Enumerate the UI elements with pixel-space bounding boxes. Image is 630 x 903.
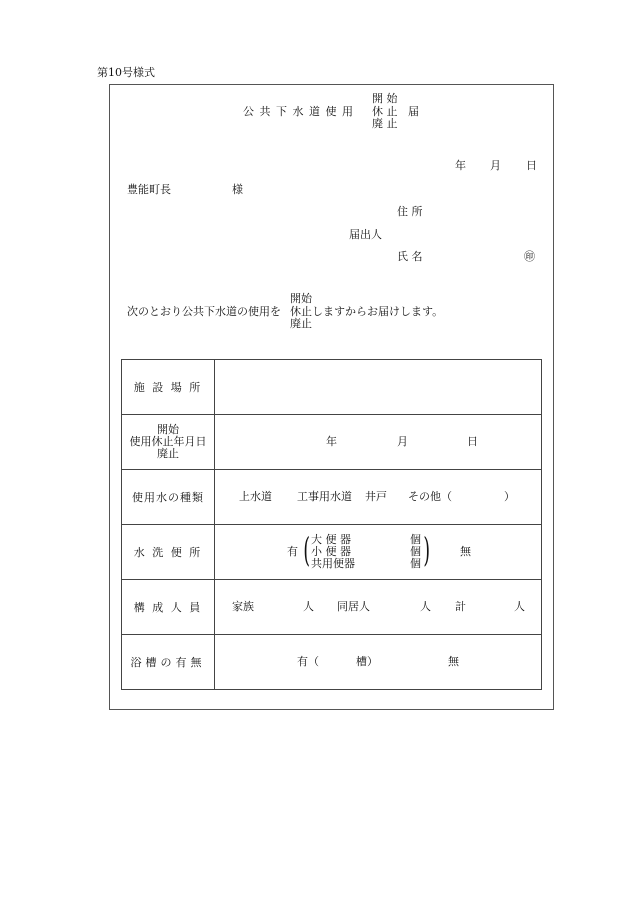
- bathtub-field[interactable]: [215, 635, 542, 690]
- water-option-other-close: ）: [504, 490, 515, 503]
- flush-toilet-field[interactable]: [215, 525, 542, 580]
- toilet-unit: 個: [410, 533, 421, 546]
- total-unit: 人: [514, 600, 525, 613]
- bathtub-no[interactable]: 無: [448, 655, 459, 668]
- total-label: 計: [455, 600, 466, 613]
- addressee-honorific: 様: [232, 183, 243, 196]
- table-row: [122, 635, 542, 690]
- cohabitants-label: 同居人: [337, 600, 370, 613]
- application-table: [121, 359, 542, 690]
- water-option-well[interactable]: 井戸: [365, 490, 387, 503]
- statement-option-start: 開始: [290, 292, 312, 305]
- members-label: 構 成 人 員: [122, 580, 215, 635]
- usage-month: 月: [397, 435, 408, 448]
- form-number: 第10号様式: [97, 66, 155, 79]
- members-field[interactable]: [215, 580, 542, 635]
- bathtub-tank-unit: 槽）: [356, 655, 378, 668]
- usage-date-label-abolish: 廃止: [157, 447, 179, 460]
- toilet-item-large: 大 便 器: [311, 533, 351, 546]
- family-unit: 人: [303, 600, 314, 613]
- flush-toilet-label: 水 洗 便 所: [122, 525, 215, 580]
- water-type-label: 使用水の種類: [122, 470, 215, 525]
- toilet-unit: 個: [410, 545, 421, 558]
- table-row: [122, 525, 542, 580]
- date-day: 日: [526, 159, 537, 172]
- statement-before: 次のとおり公共下水道の使用を: [127, 305, 281, 318]
- title-option-abolish: 廃 止: [372, 117, 398, 130]
- usage-date-label: 使用休止年月日: [129, 435, 207, 448]
- toilet-yes[interactable]: 有: [287, 545, 298, 558]
- right-bracket: ): [423, 530, 430, 571]
- water-type-field[interactable]: [215, 470, 542, 525]
- table-row: [122, 470, 542, 525]
- water-option-other[interactable]: その他（: [408, 490, 452, 503]
- usage-date-field[interactable]: [215, 415, 542, 470]
- toilet-unit: 個: [410, 557, 421, 570]
- cohabitants-unit: 人: [420, 600, 431, 613]
- water-option-tap[interactable]: 上水道: [239, 490, 272, 503]
- statement-after: しますからお届けします。: [312, 305, 444, 318]
- bathtub-label: 浴槽の有無: [122, 635, 215, 690]
- facility-location-field[interactable]: [215, 360, 542, 415]
- left-bracket: (: [303, 530, 310, 571]
- family-label: 家族: [232, 600, 254, 613]
- water-option-construction[interactable]: 工事用水道: [297, 490, 352, 503]
- usage-date-label-start: 開始: [157, 423, 179, 436]
- table-row: [122, 580, 542, 635]
- statement-option-abolish: 廃止: [290, 317, 312, 330]
- toilet-no[interactable]: 無: [460, 545, 471, 558]
- title-option-start: 開 始: [372, 92, 398, 105]
- title-option-suspend: 休 止: [372, 105, 398, 118]
- statement-option-suspend: 休止: [290, 305, 312, 318]
- date-year: 年: [455, 159, 466, 172]
- table-row: [122, 415, 542, 470]
- usage-year: 年: [326, 435, 337, 448]
- usage-day: 日: [467, 435, 478, 448]
- addressee-name: 豊能町長: [127, 183, 171, 196]
- table-row: [122, 360, 542, 415]
- title-suffix: 届: [408, 105, 419, 118]
- bathtub-yes[interactable]: 有（: [297, 655, 319, 668]
- seal-mark: ㊞: [524, 250, 535, 263]
- name-label: 氏 名: [397, 250, 423, 263]
- address-label: 住 所: [397, 205, 423, 218]
- toilet-item-shared: 共用便器: [311, 557, 355, 570]
- applicant-label: 届出人: [349, 228, 382, 241]
- date-month: 月: [490, 159, 501, 172]
- title-prefix: 公 共 下 水 道 使 用: [243, 105, 354, 118]
- facility-location-label: 施 設 場 所: [122, 360, 215, 415]
- toilet-item-small: 小 便 器: [311, 545, 351, 558]
